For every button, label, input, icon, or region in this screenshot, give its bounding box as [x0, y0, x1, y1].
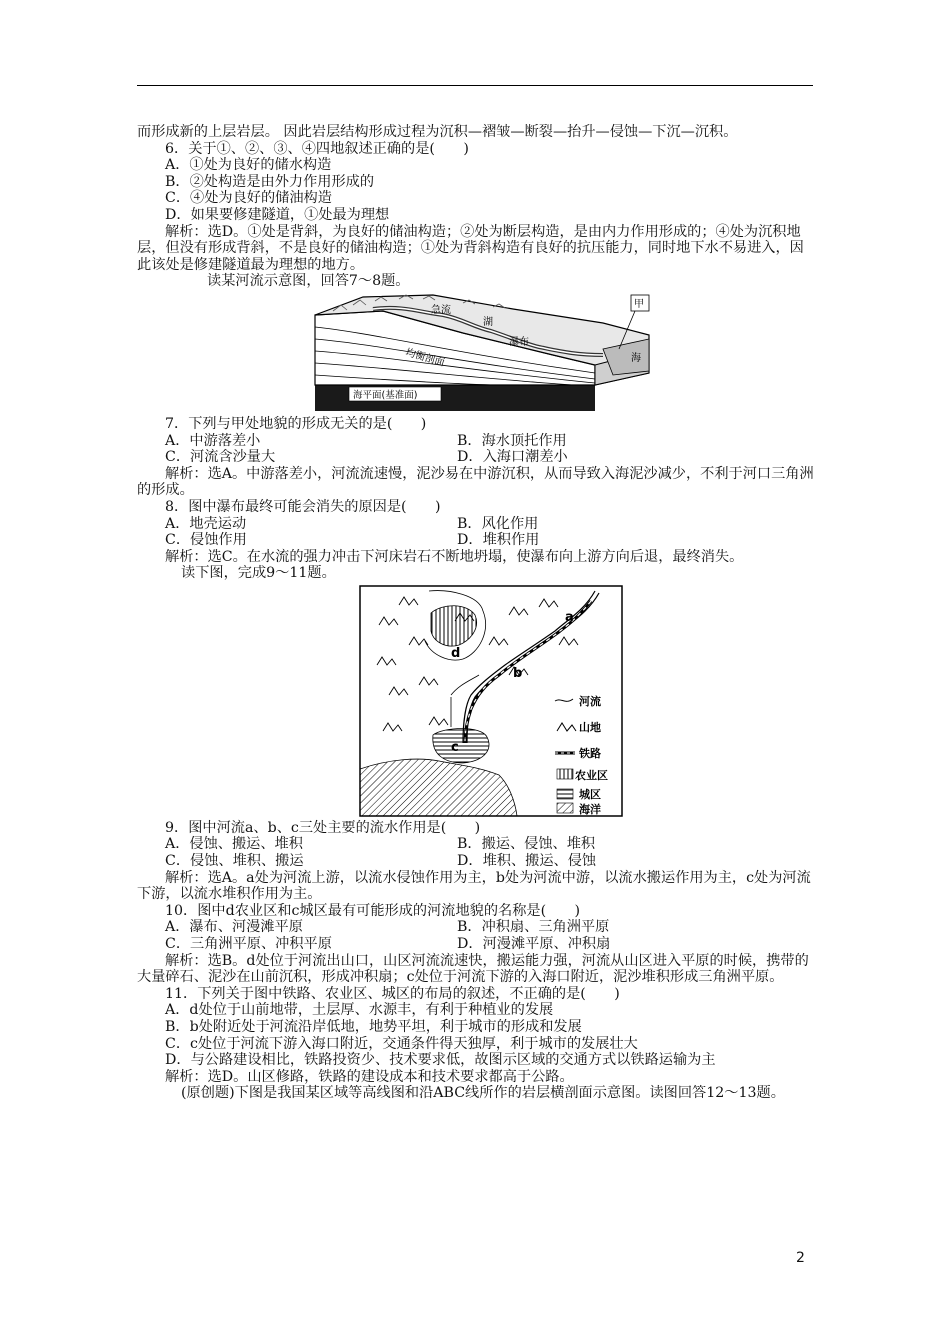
legend-mountain: 山地: [579, 720, 601, 734]
option: A．瀑布、河漫滩平原: [165, 919, 303, 936]
question-10: 10．图中d农业区和c城区最有可能形成的河流地貌的名称是( ): [165, 902, 581, 919]
intro-7-8: 读某河流示意图，回答7～8题。: [207, 273, 410, 290]
map-label-b: b: [513, 665, 523, 681]
answer-9: 解析：选A。a处为河流上游，以流水侵蚀作用为主，b处为河流中游，以流水搬运作用为主，c处为河流下游，以流水堆积作用为主。: [137, 869, 811, 903]
intro-9-11: 读下图，完成9～11题。: [181, 565, 336, 582]
label-sealevel: 海平面(基准面): [353, 389, 418, 401]
option: A．①处为良好的储水构造: [165, 157, 332, 174]
legend-river: 河流: [579, 694, 601, 708]
answer-6: 解析：选D。①处是背斜，为良好的储油构造；②处为断层构造，是由内力作用形成的；④处为沉积地层，但没有形成背斜，不是良好的储油构造；①处为背斜构造有良好的抗压能力，同时地下水不易进入，因此该处是修建隧道最为理想的地方。: [137, 223, 804, 273]
question-9: 9．图中河流a、b、c三处主要的流水作用是( ): [165, 819, 481, 836]
option: A．侵蚀、搬运、堆积: [165, 836, 303, 853]
options-row: [137, 433, 817, 450]
river-map-svg: [359, 585, 623, 817]
question-7: 7．下列与甲处地貌的形成无关的是( ): [165, 415, 427, 432]
label-jia: 甲: [634, 298, 644, 310]
river-block-diagram: [313, 293, 651, 413]
options-row: [137, 936, 817, 953]
option: D．堆积作用: [457, 532, 540, 549]
option: D．河漫滩平原、冲积扇: [457, 936, 611, 953]
answer-10: 解析：选B。d处位于河流出山口，山区河流流速快，搬运能力强，河流从山区进入平原的时候，携带的大量碎石、泥沙在山前沉积，形成冲积扇；c处位于河流下游的入海口附近，泥沙堆积形成三角洲平原。: [137, 952, 809, 986]
option: C．c处位于河流下游入海口附近，交通条件得天独厚，利于城市的发展壮大: [165, 1035, 638, 1052]
option: B．冲积扇、三角洲平原: [457, 919, 610, 936]
question-11: 11．下列关于图中铁路、农业区、城区的布局的叙述，不正确的是( ): [165, 985, 620, 1002]
option: C．④处为良好的储油构造: [165, 190, 332, 207]
river-diagram-svg: [313, 293, 651, 413]
option: C．侵蚀、堆积、搬运: [165, 853, 304, 870]
option: D．入海口潮差小: [457, 449, 568, 466]
option: D．如果要修建隧道，①处最为理想: [165, 206, 390, 223]
options-row: [137, 919, 817, 936]
options-row: [137, 853, 817, 870]
answer-11: 解析：选D。山区修路，铁路的建设成本和技术要求都高于公路。: [165, 1068, 574, 1085]
options-row: [137, 449, 817, 466]
river-map-figure: [359, 585, 623, 817]
option: B．海水顶托作用: [457, 432, 567, 449]
label-sea: 海: [631, 352, 641, 364]
question-6: 6．关于①、②、③、④四地叙述正确的是( ): [165, 140, 469, 157]
legend-agriculture: 农业区: [575, 768, 608, 782]
legend-city: 城区: [579, 787, 601, 801]
question-8: 8．图中瀑布最终可能会消失的原因是( ): [165, 498, 441, 515]
label-rapids: 急流: [431, 304, 451, 316]
option: C．三角洲平原、冲积平原: [165, 936, 332, 953]
option: C．河流含沙量大: [165, 449, 276, 466]
option: A．地壳运动: [165, 515, 247, 532]
map-label-a: a: [565, 609, 574, 625]
option: C．侵蚀作用: [165, 532, 247, 549]
options-row: [137, 532, 817, 549]
option: B．搬运、侵蚀、堆积: [457, 836, 596, 853]
answer-8: 解析：选C。在水流的强力冲击下河床岩石不断地坍塌，使瀑布向上游方向后退，最终消失。: [165, 548, 744, 565]
intro-12-13: (原创题)下图是我国某区域等高线图和沿ABC线所作的岩层横剖面示意图。读图回答12～13题。: [181, 1085, 785, 1102]
label-profile: 均衡剖面: [404, 347, 446, 369]
map-label-d: d: [451, 645, 461, 661]
option: B．②处构造是由外力作用形成的: [165, 173, 375, 190]
option: D．与公路建设相比，铁路投资少、技术要求低，故图示区域的交通方式以铁路运输为主: [165, 1052, 716, 1069]
option: A．d处位于山前地带，土层厚、水源丰，有利于种植业的发展: [165, 1002, 554, 1019]
answer-7: 解析：选A。中游落差小，河流流速慢，泥沙易在中游沉积，从而导致入海泥沙减少，不利于河口三角洲的形成。: [137, 465, 814, 499]
option: B．b处附近处于河流沿岸低地，地势平坦，利于城市的形成和发展: [165, 1019, 582, 1035]
document-body: [137, 124, 817, 1102]
options-row: [137, 836, 817, 853]
option: A．中游落差小: [165, 432, 261, 449]
option: B．风化作用: [457, 515, 539, 532]
header-rule: [137, 85, 813, 86]
legend-railway: 铁路: [579, 746, 601, 760]
map-label-c: c: [451, 739, 459, 755]
page-number: 2: [796, 1250, 805, 1266]
label-lake: 湖: [483, 316, 493, 328]
legend-ocean: 海洋: [579, 802, 601, 816]
option: D．堆积、搬运、侵蚀: [457, 853, 597, 870]
label-waterfall: 瀑布: [509, 336, 529, 348]
paragraph: 而形成新的上层岩层。 因此岩层结构形成过程为沉积—褶皱—断裂—抬升—侵蚀—下沉—沉积。: [137, 124, 738, 140]
options-row: [137, 516, 817, 533]
